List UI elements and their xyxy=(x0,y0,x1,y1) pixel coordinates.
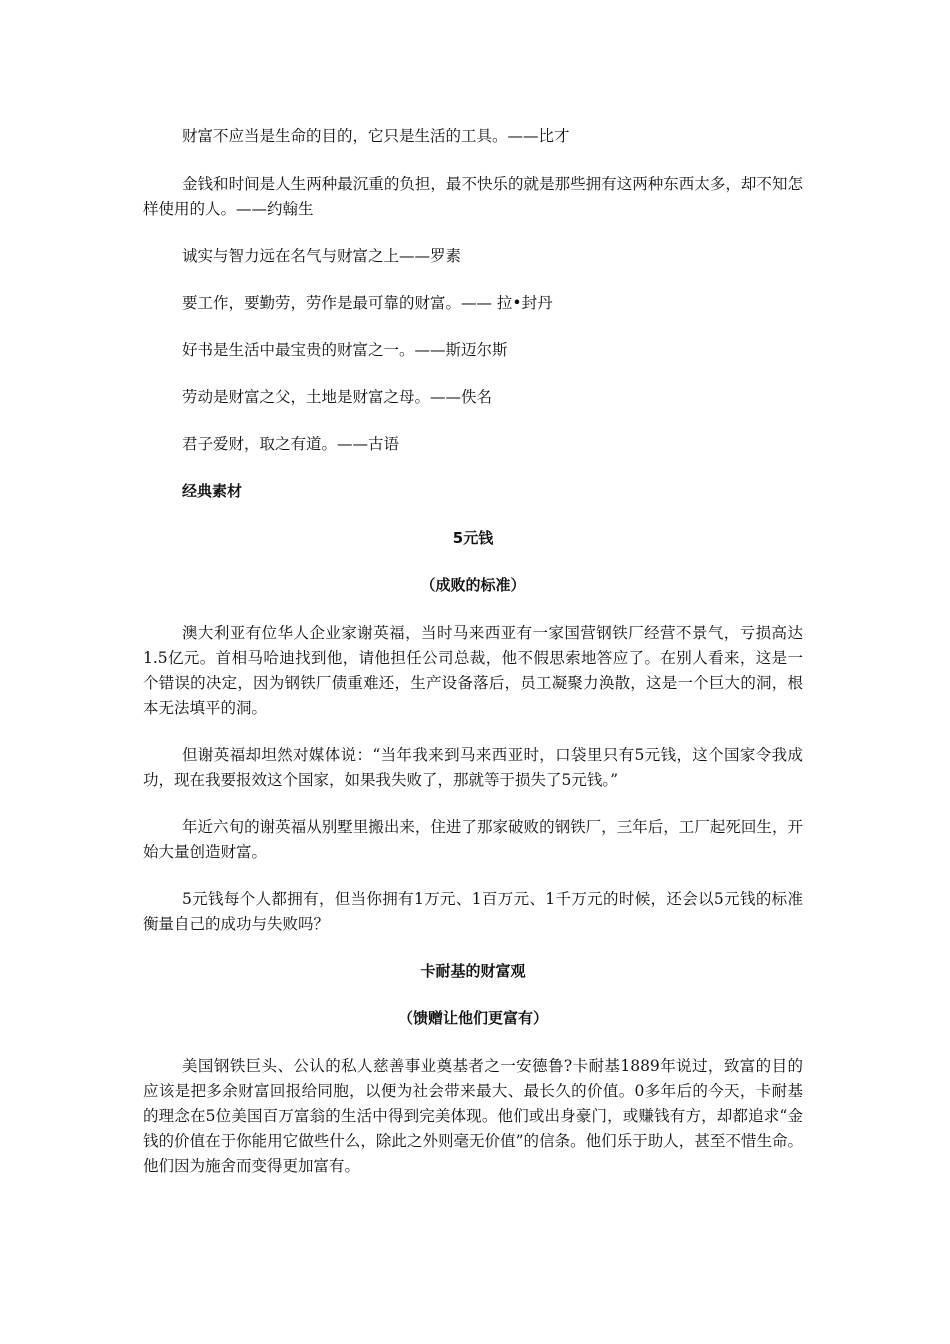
story-title: 5元钱 xyxy=(452,529,494,547)
quote: 劳动是财富之父，土地是财富之母。——佚名 xyxy=(182,388,493,406)
section-heading: 经典素材 xyxy=(182,482,243,500)
story-subtitle: （馈赠让他们更富有） xyxy=(397,1009,548,1027)
quote: 君子爱财，取之有道。——古语 xyxy=(182,435,400,453)
story-paragraph: 澳大利亚有位华人企业家谢英福，当时马来西亚有一家国营钢铁厂经营不景气，亏损高达1.5亿元。首相马哈迪找到他，请他担任公司总裁，他不假思索地答应了。在别人看来，这是一个错误的决定，因为钢铁厂债重难还，生产设备落后，员工凝聚力涣散，这是一个巨大的洞，根本无法填平的洞。 xyxy=(143,624,803,717)
quote: 诚实与智力远在名气与财富之上——罗素 xyxy=(182,247,462,265)
story-paragraph: 年近六旬的谢英福从别墅里搬出来，住进了那家破败的钢铁厂，三年后，工厂起死回生，开始大量创造财富。 xyxy=(143,818,803,861)
quote: 金钱和时间是人生两种最沉重的负担，最不快乐的就是那些拥有这两种东西太多，却不知怎样使用的人。——约翰生 xyxy=(143,175,803,218)
story-paragraph: 5元钱每个人都拥有，但当你拥有1万元、1百万元、1千万元的时候，还会以5元钱的标准衡量自己的成功与失败吗？ xyxy=(143,890,803,933)
story-paragraph: 但谢英福却坦然对媒体说：“当年我来到马来西亚时，口袋里只有5元钱，这个国家令我成功，现在我要报效这个国家，如果我失败了，那就等于损失了5元钱。” xyxy=(143,746,803,789)
story-paragraph: 美国钢铁巨头、公认的私人慈善事业奠基者之一安德鲁?卡耐基1889年说过，致富的目的应该是把多余财富回报给同胞，以便为社会带来最大、最长久的价值。0多年后的今天，卡耐基的理念在5位美国百万富翁的生活中得到完美体现。他们或出身豪门，或赚钱有方，却都追求“金钱的价值在于你能用它做些什么，除此之外则毫无价值”的信条。他们乐于助人，甚至不惜生命。他们因为施舍而变得更加富有。 xyxy=(143,1057,803,1175)
quote: 财富不应当是生命的目的，它只是生活的工具。——比才 xyxy=(182,127,570,145)
quote: 好书是生活中最宝贵的财富之一。——斯迈尔斯 xyxy=(182,341,508,359)
document-body xyxy=(143,124,803,1201)
story-subtitle: （成败的标准） xyxy=(420,576,526,594)
story-title: 卡耐基的财富观 xyxy=(420,962,526,980)
quote: 要工作，要勤劳，劳作是最可靠的财富。—— 拉•封丹 xyxy=(182,294,553,312)
